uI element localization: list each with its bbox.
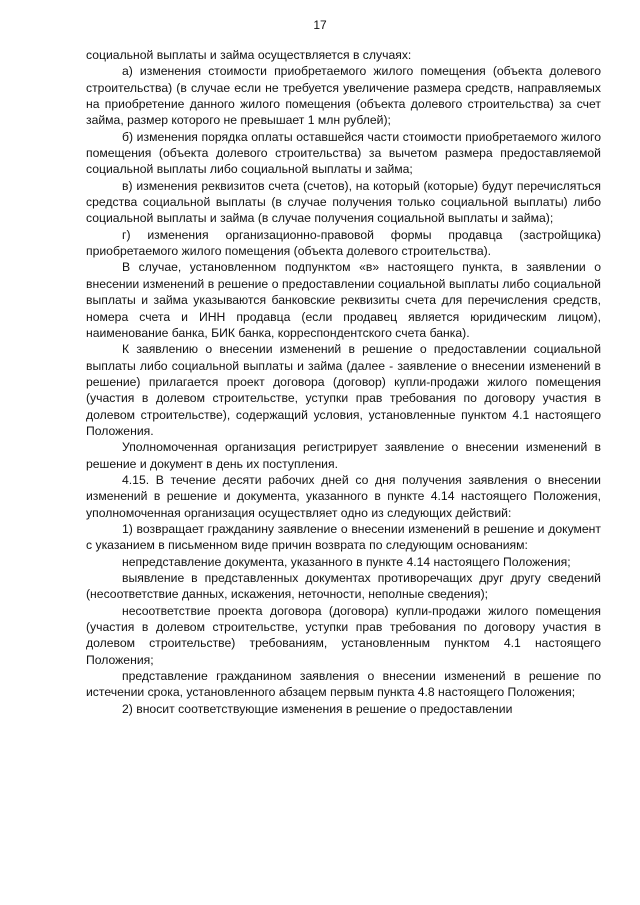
paragraph-action-2: 2) вносит соответствующие изменения в решение о предоставлении [122,701,513,716]
paragraph-item-a: а) изменения стоимости приобретаемого жилого помещения (объекта долевого строительства) (в случае если не требуется увеличение размера средств, направляемых на приобретение данного жилого помещения (объекта долевого строительства) за счет займа, размер которого не превышает 1 млн рублей); [86,64,601,128]
paragraph-registration: Уполномоченная организация регистрирует заявление о внесении изменений в решение и документ в день их поступления. [86,440,601,471]
page-number: 17 [313,18,327,32]
paragraph-item-v: в) изменения реквизитов счета (счетов), на который (которые) будут перечисляться средства социальной выплаты (в случае получения только социальной выплаты) либо социальной выплаты и займа (в случае получения социальной выплаты и займа); [86,178,601,226]
paragraph-action-1: 1) возвращает гражданину заявление о внесении изменений в решение и документ с указанием в письменном виде причин возврата по следующим основаниям: [86,521,601,553]
document-body [86,47,601,717]
paragraph-ground-1: непредставление документа, указанного в пункте 4.14 настоящего Положения; [122,554,571,569]
paragraph-ground-2: выявление в представленных документах противоречащих друг другу сведений (несоответствие данных, искажения, неточности, неполные сведения); [86,571,601,602]
paragraph-4-15: 4.15. В течение десяти рабочих дней со дня получения заявления о внесении изменений в решение и документа, указанного в пункте 4.14 настоящего Положения, уполномоченная организация осуществляет одно из следующих действий: [86,472,601,520]
paragraph-ground-3: несоответствие проекта договора (договора) купли-продажи жилого помещения (участия в долевом строительстве, уступки прав требования по договору участия в долевом строительстве) требованиям, установленным пунктом 4.1 настоящего Положения; [86,603,601,667]
paragraph-item-b: б) изменения порядка оплаты оставшейся части стоимости приобретаемого жилого помещения (объекта долевого строительства) за вычетом размера предоставляемой социальной выплаты либо социальной выплаты и займа; [86,129,601,177]
paragraph-attachment: К заявлению о внесении изменений в решение о предоставлении социальной выплаты либо социальной выплаты и займа (далее - заявление о внесении изменений в решение) прилагается проект договора (договор) купли-продажи жилого помещения (участия в долевом строительстве, уступки прав требования по договору участия в долевом строительстве), содержащий условия, установленные пунктом 4.1 настоящего Положения. [86,342,601,438]
paragraph-continuation: социальной выплаты и займа осуществляется в случаях: [86,48,412,62]
paragraph-item-g: г) изменения организационно-правовой формы продавца (застройщика) приобретаемого жилого помещения (объекта долевого строительства). [86,227,601,259]
paragraph-ground-4: представление гражданином заявления о внесении изменений в решение по истечении срока, установленного абзацем первым пункта 4.8 настоящего Положения; [86,669,601,700]
paragraph-bank-details: В случае, установленном подпунктом «в» настоящего пункта, в заявлении о внесении изменений в решение о предоставлении социальной выплаты либо социальной выплаты и займа указываются банковские реквизиты счета для перечисления средств, номера счета и ИНН продавца (если продавец является юридическим лицом), наименование банка, БИК банка, корреспондентского счета банка). [86,260,601,340]
